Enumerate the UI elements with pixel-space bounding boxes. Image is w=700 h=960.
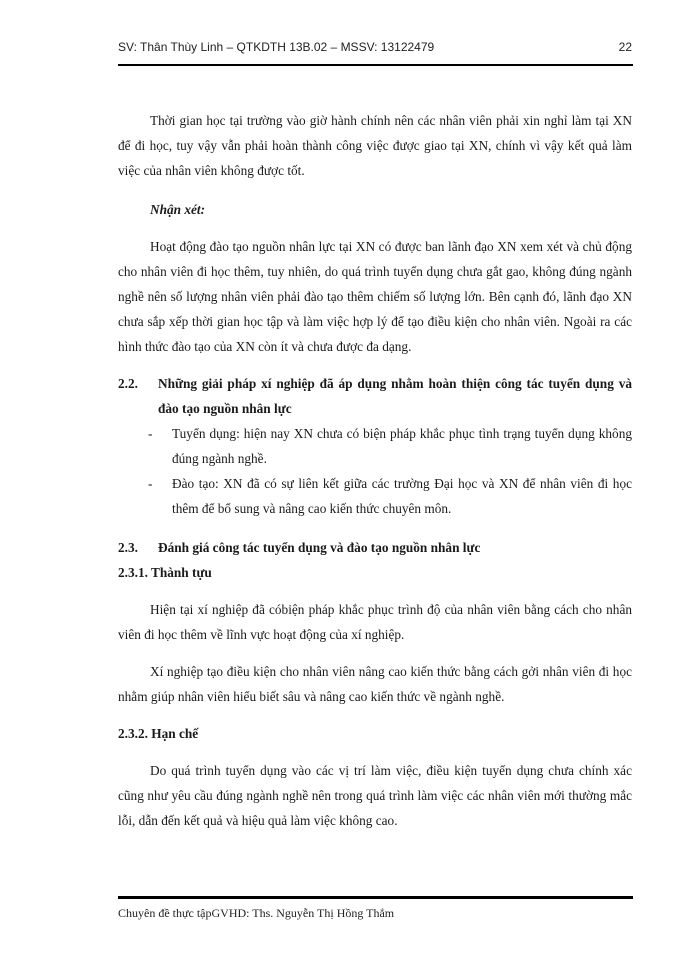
note-heading: Nhận xét:: [150, 202, 206, 217]
page-body: [118, 108, 632, 833]
section-title: Những giải pháp xí nghiệp đã áp dụng nhằm hoàn thiện công tác tuyển dụng và đào tạo nguồn nhân lực: [158, 376, 632, 416]
section-title: Đánh giá công tác tuyển dụng và đào tạo nguồn nhân lực: [158, 540, 481, 555]
section-2-3-heading: [118, 535, 632, 560]
section-2-2-heading: [118, 371, 632, 421]
footer-rule: [118, 896, 633, 899]
list-item-text: Đào tạo: XN đã có sự liên kết giữa các trường Đại học và XN để nhân viên đi học thêm để bổ sung và nâng cao kiến thức chuyên môn.: [172, 476, 632, 516]
paragraph-4: Xí nghiệp tạo điều kiện cho nhân viên nâng cao kiến thức bằng cách gởi nhân viên đi học nhằm giúp nhân viên hiểu biết sâu và nâng cao kiến thức về ngành nghề.: [118, 664, 632, 704]
subsection-2-3-2-heading: 2.3.2. Hạn chế: [118, 726, 199, 741]
bullet-dash: -: [148, 476, 153, 491]
page-number: 22: [618, 40, 632, 54]
section-number: 2.2.: [118, 376, 138, 391]
header-rule: [118, 64, 633, 66]
list-item: [118, 471, 632, 521]
paragraph-3: Hiện tại xí nghiệp đã cóbiện pháp khắc phục trình độ của nhân viên bằng cách cho nhân viên đi học thêm về lĩnh vực hoạt động của xí nghiệp.: [118, 602, 632, 642]
bullet-dash: -: [148, 426, 153, 441]
subsection-2-3-1-heading: 2.3.1. Thành tựu: [118, 565, 212, 580]
list-item-text: Tuyển dụng: hiện nay XN chưa có biện pháp khắc phục tình trạng tuyển dụng không đúng ngành nghề.: [172, 426, 632, 466]
page-footer: Chuyên đề thực tậpGVHD: Ths. Nguyễn Thị Hồng Thắm: [118, 906, 395, 920]
list-item: [118, 421, 632, 471]
paragraph-2: Hoạt động đào tạo nguồn nhân lực tại XN có được ban lãnh đạo XN xem xét và chủ động cho nhân viên đi học thêm, tuy nhiên, do quá trình tuyển dụng chưa gắt gao, không đúng ngành nghề nên số lượng nhân viên phải đào tạo thêm chiếm số lượng lớn. Bên cạnh đó, lãnh đạo XN chưa sắp xếp thời gian học tập và làm việc hợp lý để tạo điều kiện cho nhân viên. Ngoài ra các hình thức đào tạo của XN còn ít và chưa được đa dạng.: [118, 239, 632, 354]
header-student-info: SV: Thân Thùy Linh – QTKDTH 13B.02 – MSSV: 13122479: [118, 40, 435, 54]
paragraph-5: Do quá trình tuyển dụng vào các vị trí làm việc, điều kiện tuyển dụng chưa chính xác cũng như yêu cầu đúng ngành nghề nên trong quá trình làm việc các nhân viên mới thường mắc lỗi, dẫn đến kết quả và hiệu quả làm việc không cao.: [118, 763, 632, 828]
paragraph-1: Thời gian học tại trường vào giờ hành chính nên các nhân viên phải xin nghỉ làm tại XN để đi học, tuy vậy vẫn phải hoàn thành công việc được giao tại XN, chính vì vậy kết quả làm việc của nhân viên không được tốt.: [118, 113, 632, 178]
section-number: 2.3.: [118, 540, 138, 555]
